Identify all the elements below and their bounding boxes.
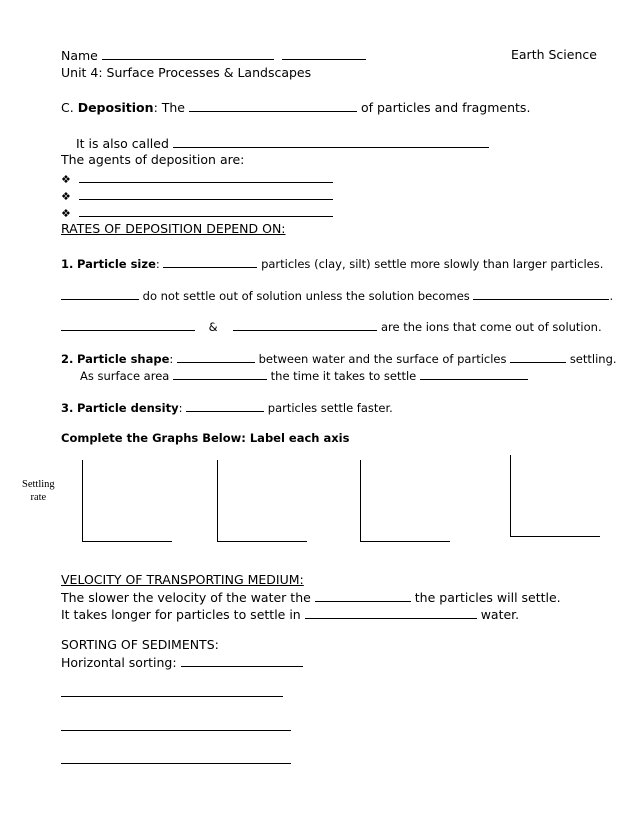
solution-blank-1[interactable] xyxy=(61,287,139,300)
ions-blank-1[interactable] xyxy=(61,318,195,331)
x-axis xyxy=(360,541,450,542)
colon: : xyxy=(155,257,160,271)
particle-size-text: particles (clay, silt) settle more slowly than larger particles. xyxy=(261,257,604,271)
y-axis xyxy=(510,455,511,537)
sorting-heading: SORTING OF SEDIMENTS: xyxy=(61,637,219,652)
colon: : xyxy=(169,352,174,366)
y-label-line-1: Settling xyxy=(22,479,55,490)
velocity-heading: VELOCITY OF TRANSPORTING MEDIUM: xyxy=(61,572,304,587)
item-number: 2. xyxy=(61,352,74,366)
velocity-line-2 xyxy=(61,606,519,623)
particle-shape-line xyxy=(61,350,617,367)
velocity-blank-1[interactable] xyxy=(315,589,411,602)
agent-blank-2[interactable] xyxy=(79,187,333,200)
bullet-diamond-icon: ❖ xyxy=(61,173,71,186)
answer-line-2[interactable] xyxy=(61,730,291,731)
horizontal-sorting-label: Horizontal sorting: xyxy=(61,655,177,670)
bullet-diamond-icon: ❖ xyxy=(61,190,71,203)
particle-density-text: particles settle faster. xyxy=(267,401,393,415)
also-called-line xyxy=(76,135,489,152)
particle-shape-end: settling. xyxy=(569,352,617,366)
surface-area-mid: the time it takes to settle xyxy=(270,369,417,383)
x-axis xyxy=(510,536,600,537)
velocity-line-2-end: water. xyxy=(480,607,520,622)
x-axis xyxy=(82,541,172,542)
name-field[interactable] xyxy=(102,47,274,60)
x-axis xyxy=(217,541,307,542)
particle-density-blank[interactable] xyxy=(186,399,264,412)
deposition-definition xyxy=(61,99,530,116)
particle-size-blank[interactable] xyxy=(163,255,257,268)
bullet-diamond-icon: ❖ xyxy=(61,207,71,220)
y-label-line-2: rate xyxy=(30,492,47,503)
particle-shape-mid: between water and the surface of particles xyxy=(258,352,507,366)
surface-area-line xyxy=(80,367,528,384)
rates-heading: RATES OF DEPOSITION DEPEND ON: xyxy=(61,221,286,236)
agent-blank-1[interactable] xyxy=(79,170,333,183)
ampersand: & xyxy=(208,320,218,334)
solution-blank-2[interactable] xyxy=(473,287,609,300)
particle-density-line xyxy=(61,399,393,416)
solution-text: do not settle out of solution unless the solution becomes xyxy=(142,289,470,303)
solution-period: . xyxy=(609,289,614,303)
particle-shape-blank-2[interactable] xyxy=(510,350,566,363)
deposition-suffix: of particles and fragments. xyxy=(360,100,531,115)
surface-area-blank-2[interactable] xyxy=(420,367,528,380)
deposition-blank[interactable] xyxy=(189,99,357,112)
velocity-line-1-end: the particles will settle. xyxy=(414,590,561,605)
y-axis xyxy=(360,460,361,542)
graphs-instruction: Complete the Graphs Below: Label each axis xyxy=(61,431,350,445)
velocity-line-1 xyxy=(61,589,561,606)
ions-line xyxy=(61,318,602,335)
y-axis xyxy=(82,460,83,542)
agent-blank-3[interactable] xyxy=(79,204,333,217)
horizontal-sorting-line xyxy=(61,654,303,671)
agent-bullet-1 xyxy=(61,170,333,188)
solution-line xyxy=(61,287,613,304)
course-name: Earth Science xyxy=(511,47,597,62)
name-label: Name xyxy=(61,48,98,63)
also-called-blank[interactable] xyxy=(173,135,489,148)
name-field-2[interactable] xyxy=(282,47,366,60)
name-line xyxy=(61,47,366,64)
particle-size-line xyxy=(61,255,603,272)
section-letter: C. xyxy=(61,100,74,115)
particle-shape-blank-1[interactable] xyxy=(177,350,255,363)
ions-blank-2[interactable] xyxy=(233,318,377,331)
settling-rate-label xyxy=(22,478,55,504)
unit-title: Unit 4: Surface Processes & Landscapes xyxy=(61,65,312,80)
surface-area-start: As surface area xyxy=(80,369,170,383)
particle-size-label: Particle size xyxy=(77,257,156,271)
agent-bullet-3 xyxy=(61,204,333,222)
deposition-colon: : The xyxy=(153,100,185,115)
deposition-term: Deposition xyxy=(77,100,154,115)
also-called-label: It is also called xyxy=(76,136,169,151)
particle-shape-label: Particle shape xyxy=(77,352,170,366)
velocity-line-2-start: It takes longer for particles to settle in xyxy=(61,607,301,622)
item-number: 3. xyxy=(61,401,74,415)
item-number: 1. xyxy=(61,257,74,271)
agent-bullet-2 xyxy=(61,187,333,205)
answer-line-1[interactable] xyxy=(61,696,283,697)
ions-text: are the ions that come out of solution. xyxy=(380,320,602,334)
velocity-line-1-start: The slower the velocity of the water the xyxy=(61,590,311,605)
y-axis xyxy=(217,460,218,542)
colon: : xyxy=(178,401,183,415)
particle-density-label: Particle density xyxy=(77,401,179,415)
surface-area-blank-1[interactable] xyxy=(173,367,267,380)
agents-intro: The agents of deposition are: xyxy=(61,152,245,167)
horizontal-sorting-blank[interactable] xyxy=(181,654,303,667)
velocity-blank-2[interactable] xyxy=(305,606,477,619)
answer-line-3[interactable] xyxy=(61,763,291,764)
